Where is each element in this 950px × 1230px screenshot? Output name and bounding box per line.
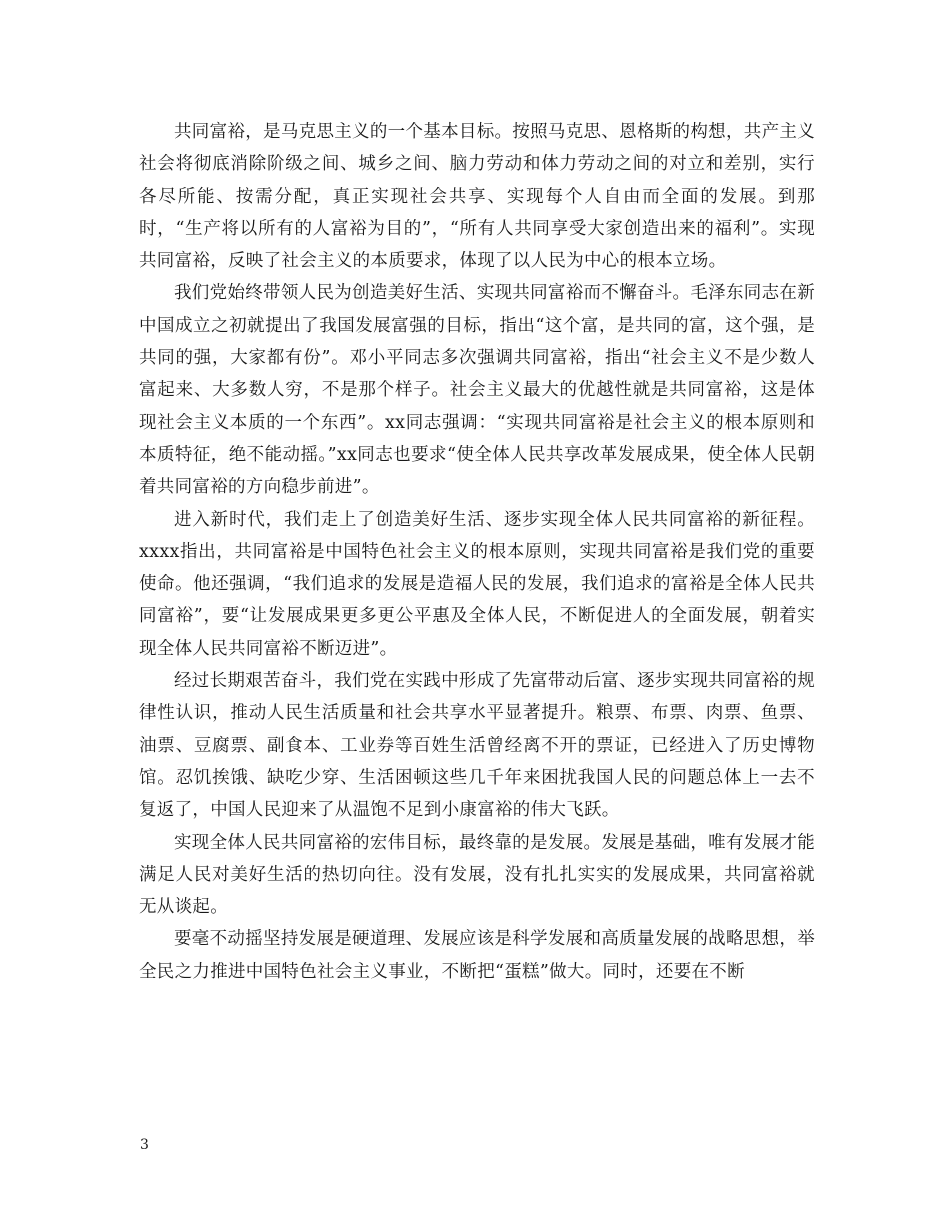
body-text (139, 116, 815, 988)
paragraph-5: 实现全体人民共同富裕的宏伟目标，最终靠的是发展。发展是基础，唯有发展才能满足人民对美好生活的热切向往。没有发展，没有扎扎实实的发展成果，共同富裕就无从谈起。 (139, 832, 815, 918)
paragraph-6: 要毫不动摇坚持发展是硬道理、发展应该是科学发展和高质量发展的战略思想，举全民之力推进中国特色社会主义事业，不断把“蛋糕”做大。同时，还要在不断 (139, 929, 815, 982)
paragraph-3: 进入新时代，我们走上了创造美好生活、逐步实现全体人民共同富裕的新征程。xxxx指出，共同富裕是中国特色社会主义的根本原则，实现共同富裕是我们党的重要使命。他还强调，“我们追求的发展是造福人民的发展，我们追求的富裕是全体人民共同富裕”，要“让发展成果更多更公平惠及全体人民，不断促进人的全面发展，朝着实现全体人民共同富裕不断迈进”。 (139, 509, 815, 659)
paragraph-4: 经过长期艰苦奋斗，我们党在实践中形成了先富带动后富、逐步实现共同富裕的规律性认识，推动人民生活质量和社会共享水平显著提升。粮票、布票、肉票、鱼票、油票、豆腐票、副食本、工业券等百姓生活曾经离不开的票证，已经进入了历史博物馆。忍饥挨饿、缺吃少穿、生活困顿这些几千年来困扰我国人民的问题总体上一去不复返了，中国人民迎来了从温饱不足到小康富裕的伟大飞跃。 (139, 671, 815, 821)
page-number: 3 (140, 1137, 149, 1153)
paragraph-1: 共同富裕，是马克思主义的一个基本目标。按照马克思、恩格斯的构想，共产主义社会将彻底消除阶级之间、城乡之间、脑力劳动和体力劳动之间的对立和差别，实行各尽所能、按需分配，真正实现社会共享、实现每个人自由而全面的发展。到那时，“生产将以所有的人富裕为目的”，“所有人共同享受大家创造出来的福利”。实现共同富裕，反映了社会主义的本质要求，体现了以人民为中心的根本立场。 (139, 122, 815, 272)
paragraph-2: 我们党始终带领人民为创造美好生活、实现共同富裕而不懈奋斗。毛泽东同志在新中国成立之初就提出了我国发展富强的目标，指出“这个富，是共同的富，这个强，是共同的强，大家都有份”。邓小平同志多次强调共同富裕，指出“社会主义不是少数人富起来、大多数人穷，不是那个样子。社会主义最大的优越性就是共同富裕，这是体现社会主义本质的一个东西”。xx同志强调：“实现共同富裕是社会主义的根本原则和本质特征，绝不能动摇。”xx同志也要求“使全体人民共享改革发展成果，使全体人民朝着共同富裕的方向稳步前进”。 (139, 283, 815, 498)
